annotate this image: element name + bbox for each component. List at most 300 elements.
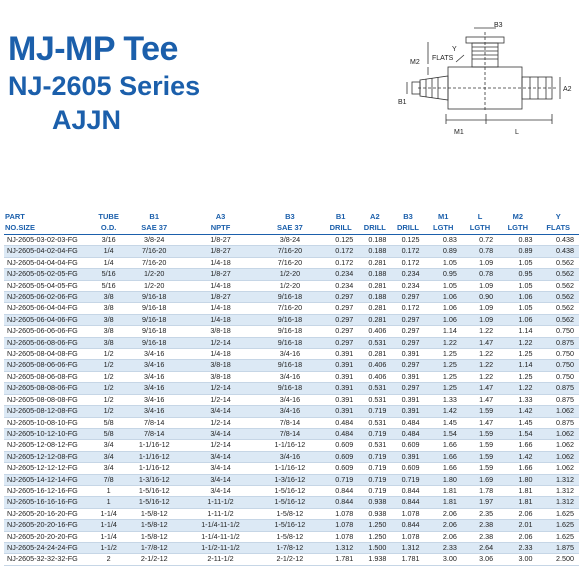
table-cell: 0.188	[358, 235, 391, 246]
table-cell: 0.609	[391, 440, 424, 451]
table-cell: 1.54	[498, 428, 537, 439]
col-header: A3	[215, 212, 226, 221]
table-cell: 1.06	[498, 314, 537, 325]
table-cell: 1.80	[425, 474, 462, 485]
table-cell: 0.531	[358, 337, 391, 348]
table-cell: 1.14	[425, 326, 462, 337]
table-row	[4, 337, 579, 348]
table-cell: 1-3/16-12	[257, 474, 323, 485]
table-cell: 1/4-18	[184, 349, 257, 360]
table-cell: 1-5/8-12	[124, 508, 184, 519]
table-cell: 1.078	[391, 531, 424, 542]
table-cell: 0.89	[425, 246, 462, 257]
table-header-row-1	[4, 212, 579, 223]
part-number-cell: NJ-2605-05-02-05-FG	[4, 269, 93, 280]
table-cell: 0.89	[498, 246, 537, 257]
table-cell: 0.562	[537, 269, 579, 280]
table-cell: 0.406	[358, 371, 391, 382]
table-cell: 9/16-18	[257, 360, 323, 371]
table-row	[4, 371, 579, 382]
table-cell: 3/8	[93, 303, 124, 314]
table-row	[4, 463, 579, 474]
table-cell: 0.297	[391, 314, 424, 325]
table-cell: 0.562	[537, 292, 579, 303]
table-cell: 3/4-14	[184, 485, 257, 496]
table-cell: 0.78	[462, 269, 498, 280]
table-cell: 0.750	[537, 349, 579, 360]
table-cell: 1.22	[425, 337, 462, 348]
table-cell: 0.72	[462, 235, 498, 246]
table-cell: 2-11-1/2	[184, 554, 257, 565]
table-cell: 0.750	[537, 360, 579, 371]
table-cell: 1.33	[425, 394, 462, 405]
label-b1: B1	[398, 99, 407, 106]
table-cell: 0.391	[323, 394, 358, 405]
col-header: PART	[5, 212, 25, 221]
table-cell: 3.00	[498, 554, 537, 565]
table-cell: 1.09	[462, 314, 498, 325]
table-cell: 1.14	[498, 360, 537, 371]
table-cell: 1.078	[323, 531, 358, 542]
table-cell: 0.281	[358, 280, 391, 291]
table-cell: 0.234	[391, 269, 424, 280]
col-header-sub: LGTH	[425, 223, 462, 235]
table-cell: 0.938	[358, 508, 391, 519]
table-cell: 3/8-24	[257, 235, 323, 246]
table-row	[4, 292, 579, 303]
table-cell: 1-7/8-12	[257, 542, 323, 553]
table-cell: 1.062	[537, 440, 579, 451]
table-cell: 1/8-27	[184, 235, 257, 246]
part-number-cell: NJ-2605-20-20-20-FG	[4, 531, 93, 542]
table-cell: 0.297	[323, 303, 358, 314]
table-cell: 1-1/4-11-1/2	[184, 531, 257, 542]
table-cell: 1.250	[358, 520, 391, 531]
table-cell: 7/16-20	[124, 246, 184, 257]
table-cell: 1/4	[93, 257, 124, 268]
table-cell: 2.64	[462, 542, 498, 553]
table-row	[4, 485, 579, 496]
table-cell: 1.59	[462, 451, 498, 462]
table-cell: 1.062	[537, 451, 579, 462]
table-cell: 1.312	[537, 497, 579, 508]
table-cell: 3/4	[93, 463, 124, 474]
table-cell: 1.22	[462, 326, 498, 337]
table-cell: 1.05	[498, 303, 537, 314]
part-number-cell: NJ-2605-08-04-08-FG	[4, 349, 93, 360]
table-cell: 1.05	[425, 280, 462, 291]
part-number-cell: NJ-2605-08-08-06-FG	[4, 383, 93, 394]
table-cell: 1.47	[462, 337, 498, 348]
table-cell: 0.297	[391, 292, 424, 303]
table-cell: 0.281	[358, 257, 391, 268]
table-cell: 1-1/16-12	[124, 451, 184, 462]
table-cell: 0.844	[391, 520, 424, 531]
table-cell: 0.875	[537, 337, 579, 348]
table-cell: 1/2	[93, 349, 124, 360]
table-row	[4, 474, 579, 485]
table-cell: 9/16-18	[124, 303, 184, 314]
table-cell: 0.531	[358, 383, 391, 394]
table-cell: 1.781	[323, 554, 358, 565]
table-cell: 0.719	[358, 406, 391, 417]
table-cell: 3/8	[93, 326, 124, 337]
table-cell: 1.97	[462, 497, 498, 508]
table-cell: 1-1/16-12	[257, 440, 323, 451]
part-number-cell: NJ-2605-12-12-12-FG	[4, 463, 93, 474]
table-cell: 1/4-18	[184, 257, 257, 268]
table-cell: 1/2-14	[184, 337, 257, 348]
table-cell: 0.281	[358, 303, 391, 314]
table-cell: 3/8-18	[184, 326, 257, 337]
table-row	[4, 451, 579, 462]
table-cell: 7/8-14	[124, 428, 184, 439]
table-cell: 1.25	[498, 349, 537, 360]
table-row	[4, 406, 579, 417]
table-cell: 1.81	[498, 497, 537, 508]
table-cell: 1.06	[498, 292, 537, 303]
part-number-cell: NJ-2605-04-02-04-FG	[4, 246, 93, 257]
table-cell: 0.719	[358, 451, 391, 462]
table-cell: 2.33	[425, 542, 462, 553]
table-cell: 1.062	[537, 406, 579, 417]
table-cell: 0.844	[323, 485, 358, 496]
table-cell: 1.47	[462, 417, 498, 428]
table-cell: 0.297	[391, 326, 424, 337]
tee-fitting-diagram	[398, 20, 578, 145]
table-cell: 0.562	[537, 257, 579, 268]
table-cell: 1.250	[358, 531, 391, 542]
table-cell: 1.312	[391, 542, 424, 553]
table-cell: 0.188	[358, 269, 391, 280]
table-cell: 3/4-14	[184, 451, 257, 462]
table-cell: 1/8-27	[184, 269, 257, 280]
table-cell: 0.391	[391, 371, 424, 382]
table-cell: 1.312	[323, 542, 358, 553]
part-number-cell: NJ-2605-06-06-06-FG	[4, 326, 93, 337]
col-header: B1	[149, 212, 159, 221]
table-cell: 0.484	[391, 428, 424, 439]
table-cell: 3/8	[93, 292, 124, 303]
table-cell: 1-1/16-12	[124, 440, 184, 451]
table-cell: 1.81	[498, 485, 537, 496]
table-cell: 1.25	[425, 360, 462, 371]
table-cell: 0.750	[537, 326, 579, 337]
table-cell: 2.06	[498, 531, 537, 542]
table-cell: 1/2	[93, 360, 124, 371]
table-cell: 1.078	[391, 508, 424, 519]
table-cell: 1/2-20	[257, 269, 323, 280]
table-cell: 1.06	[425, 314, 462, 325]
table-cell: 3/8-18	[184, 371, 257, 382]
table-cell: 1/2	[93, 394, 124, 405]
table-cell: 0.875	[537, 417, 579, 428]
table-cell: 1.78	[462, 485, 498, 496]
table-cell: 5/8	[93, 428, 124, 439]
table-cell: 1-5/16-12	[124, 485, 184, 496]
table-cell: 1/2-20	[257, 280, 323, 291]
table-cell: 2.06	[498, 508, 537, 519]
table-cell: 0.531	[358, 440, 391, 451]
table-cell: 1-5/16-12	[124, 497, 184, 508]
part-number-cell: NJ-2605-32-32-32-FG	[4, 554, 93, 565]
table-cell: 1-5/8-12	[124, 520, 184, 531]
part-number-cell: NJ-2605-06-08-06-FG	[4, 337, 93, 348]
table-cell: 9/16-18	[124, 314, 184, 325]
table-cell: 1-1/4	[93, 520, 124, 531]
table-cell: 1-5/8-12	[124, 531, 184, 542]
table-cell: 0.406	[358, 360, 391, 371]
table-row	[4, 349, 579, 360]
col-header-sub: NO.SIZE	[4, 223, 93, 235]
table-cell: 0.562	[537, 280, 579, 291]
table-cell: 1/4-18	[184, 303, 257, 314]
table-cell: 1.42	[498, 451, 537, 462]
table-cell: 3/4	[93, 440, 124, 451]
table-cell: 1.80	[498, 474, 537, 485]
table-cell: 0.125	[323, 235, 358, 246]
table-cell: 1.25	[425, 371, 462, 382]
table-cell: 3/4-16	[124, 360, 184, 371]
col-header: TUBE	[98, 212, 119, 221]
table-row	[4, 303, 579, 314]
table-row	[4, 520, 579, 531]
table-cell: 1.078	[323, 508, 358, 519]
table-cell: 1.66	[425, 451, 462, 462]
part-number-cell: NJ-2605-08-06-08-FG	[4, 371, 93, 382]
table-cell: 1/2-14	[184, 394, 257, 405]
table-cell: 0.297	[391, 383, 424, 394]
table-cell: 1-1/2	[93, 542, 124, 553]
table-cell: 1/4-18	[184, 314, 257, 325]
table-cell: 7/8-14	[257, 428, 323, 439]
table-cell: 0.484	[323, 417, 358, 428]
table-cell: 0.297	[323, 314, 358, 325]
table-cell: 7/16-20	[257, 303, 323, 314]
table-cell: 1.078	[323, 520, 358, 531]
table-cell: 0.281	[358, 349, 391, 360]
part-number-cell: NJ-2605-12-12-08-FG	[4, 451, 93, 462]
table-cell: 1.45	[498, 417, 537, 428]
table-cell: 1-5/16-12	[257, 520, 323, 531]
table-cell: 3/4-14	[184, 474, 257, 485]
table-row	[4, 269, 579, 280]
col-header: L	[477, 212, 483, 221]
table-cell: 2-1/2-12	[124, 554, 184, 565]
table-cell: 1.05	[498, 257, 537, 268]
series-title: NJ-2605 Series	[8, 71, 201, 101]
table-cell: 3/8	[93, 337, 124, 348]
table-cell: 3/4-16	[124, 349, 184, 360]
col-header-sub: LGTH	[462, 223, 498, 235]
table-row	[4, 360, 579, 371]
col-header-sub: LGTH	[498, 223, 537, 235]
part-number-cell: NJ-2605-10-12-10-FG	[4, 428, 93, 439]
label-a2: A2	[563, 86, 572, 93]
table-cell: 7/16-20	[257, 246, 323, 257]
table-cell: 1.22	[462, 360, 498, 371]
table-cell: 0.172	[391, 257, 424, 268]
table-cell: 1/2	[93, 371, 124, 382]
part-number-cell: NJ-2605-08-12-08-FG	[4, 406, 93, 417]
table-cell: 1.81	[425, 497, 462, 508]
table-cell: 1.22	[498, 383, 537, 394]
part-number-cell: NJ-2605-03-02-03-FG	[4, 235, 93, 246]
table-cell: 7/16-20	[257, 257, 323, 268]
part-number-cell: NJ-2605-08-06-06-FG	[4, 360, 93, 371]
table-cell: 3/4	[93, 451, 124, 462]
table-cell: 3/4-16	[257, 349, 323, 360]
table-cell: 0.391	[391, 406, 424, 417]
table-cell: 0.844	[391, 497, 424, 508]
table-cell: 2.38	[462, 531, 498, 542]
table-cell: 0.172	[323, 246, 358, 257]
spec-table-body	[4, 235, 579, 566]
table-cell: 1.500	[358, 542, 391, 553]
part-number-cell: NJ-2605-20-16-20-FG	[4, 508, 93, 519]
table-row	[4, 542, 579, 553]
table-cell: 0.719	[358, 428, 391, 439]
table-cell: 1-7/8-12	[124, 542, 184, 553]
table-cell: 1-5/16-12	[257, 497, 323, 508]
table-cell: 1-5/8-12	[257, 508, 323, 519]
table-row	[4, 497, 579, 508]
part-number-cell: NJ-2605-16-12-16-FG	[4, 485, 93, 496]
table-cell: 1-1/16-12	[124, 463, 184, 474]
table-cell: 7/8-14	[124, 417, 184, 428]
table-cell: 1-5/16-12	[257, 485, 323, 496]
table-cell: 3/4-16	[124, 383, 184, 394]
table-cell: 1-11-1/2	[184, 497, 257, 508]
table-cell: 1.47	[462, 383, 498, 394]
table-cell: 1-1/16-12	[257, 463, 323, 474]
table-cell: 5/16	[93, 280, 124, 291]
table-cell: 0.172	[391, 246, 424, 257]
table-cell: 0.391	[391, 349, 424, 360]
table-cell: 0.875	[537, 383, 579, 394]
table-cell: 1.062	[537, 428, 579, 439]
col-header: B1	[335, 212, 346, 221]
table-cell: 1.22	[462, 349, 498, 360]
table-cell: 1/2-20	[124, 280, 184, 291]
table-row	[4, 531, 579, 542]
table-cell: 1/2-14	[184, 383, 257, 394]
col-header-sub: O.D.	[93, 223, 124, 235]
table-cell: 0.844	[391, 485, 424, 496]
table-cell: 0.719	[358, 485, 391, 496]
col-header: M2	[512, 212, 523, 221]
table-cell: 2.06	[425, 531, 462, 542]
table-cell: 0.95	[425, 269, 462, 280]
table-cell: 0.391	[391, 451, 424, 462]
table-cell: 0.297	[323, 292, 358, 303]
table-row	[4, 246, 579, 257]
table-cell: 0.562	[537, 314, 579, 325]
table-cell: 2.33	[498, 542, 537, 553]
table-cell: 1-1/4-11-1/2	[184, 520, 257, 531]
col-header: B3	[403, 212, 413, 221]
table-cell: 1.312	[537, 485, 579, 496]
table-row	[4, 394, 579, 405]
table-cell: 1/2-14	[184, 417, 257, 428]
part-number-cell: NJ-2605-14-12-14-FG	[4, 474, 93, 485]
table-cell: 1-5/8-12	[257, 531, 323, 542]
table-cell: 0.78	[462, 246, 498, 257]
table-cell: 1.05	[425, 257, 462, 268]
table-cell: 0.609	[323, 440, 358, 451]
table-cell: 0.297	[391, 337, 424, 348]
table-cell: 0.297	[391, 360, 424, 371]
page-title: MJ-MP Tee	[8, 30, 178, 68]
table-cell: 1.25	[425, 383, 462, 394]
table-cell: 1.59	[462, 406, 498, 417]
table-cell: 0.83	[425, 235, 462, 246]
table-row	[4, 257, 579, 268]
table-cell: 0.438	[537, 235, 579, 246]
label-b3: B3	[494, 22, 503, 29]
table-cell: 1.42	[425, 406, 462, 417]
table-cell: 1.625	[537, 520, 579, 531]
col-header-sub: FLATS	[537, 223, 579, 235]
table-cell: 2.01	[498, 520, 537, 531]
col-header-sub: SAE 37	[124, 223, 184, 235]
table-cell: 1.59	[462, 428, 498, 439]
table-cell: 0.90	[462, 292, 498, 303]
table-cell: 1.09	[462, 303, 498, 314]
table-cell: 0.391	[323, 371, 358, 382]
part-number-cell: NJ-2605-12-08-12-FG	[4, 440, 93, 451]
table-cell: 9/16-18	[257, 314, 323, 325]
col-header-sub: DRILL	[391, 223, 424, 235]
table-cell: 0.95	[498, 269, 537, 280]
table-cell: 2.06	[425, 520, 462, 531]
table-cell: 1.312	[537, 474, 579, 485]
table-cell: 9/16-18	[257, 292, 323, 303]
table-cell: 0.719	[358, 474, 391, 485]
table-row	[4, 326, 579, 337]
table-row	[4, 314, 579, 325]
table-cell: 0.562	[537, 303, 579, 314]
table-cell: 1/2-14	[184, 440, 257, 451]
table-cell: 9/16-18	[124, 337, 184, 348]
part-number-cell: NJ-2605-10-08-10-FG	[4, 417, 93, 428]
table-cell: 2-1/2-12	[257, 554, 323, 565]
part-number-cell: NJ-2605-06-04-04-FG	[4, 303, 93, 314]
table-cell: 1.22	[462, 371, 498, 382]
table-cell: 0.938	[358, 497, 391, 508]
table-cell: 0.172	[323, 257, 358, 268]
table-row	[4, 440, 579, 451]
col-header-sub: NPTF	[184, 223, 257, 235]
part-number-cell: NJ-2605-20-20-16-FG	[4, 520, 93, 531]
col-header-sub: DRILL	[358, 223, 391, 235]
col-header: B3	[285, 212, 295, 221]
part-number-cell: NJ-2605-08-08-08-FG	[4, 394, 93, 405]
table-cell: 0.750	[537, 371, 579, 382]
table-cell: 0.844	[323, 497, 358, 508]
table-cell: 7/16-20	[124, 257, 184, 268]
table-cell: 3/4-16	[257, 451, 323, 462]
table-cell: 7/8	[93, 474, 124, 485]
table-cell: 0.234	[323, 280, 358, 291]
table-cell: 1.14	[498, 326, 537, 337]
table-cell: 1.09	[462, 257, 498, 268]
table-cell: 0.391	[391, 394, 424, 405]
table-cell: 0.281	[358, 314, 391, 325]
table-cell: 0.719	[358, 463, 391, 474]
table-cell: 1.66	[425, 440, 462, 451]
table-cell: 0.719	[323, 474, 358, 485]
